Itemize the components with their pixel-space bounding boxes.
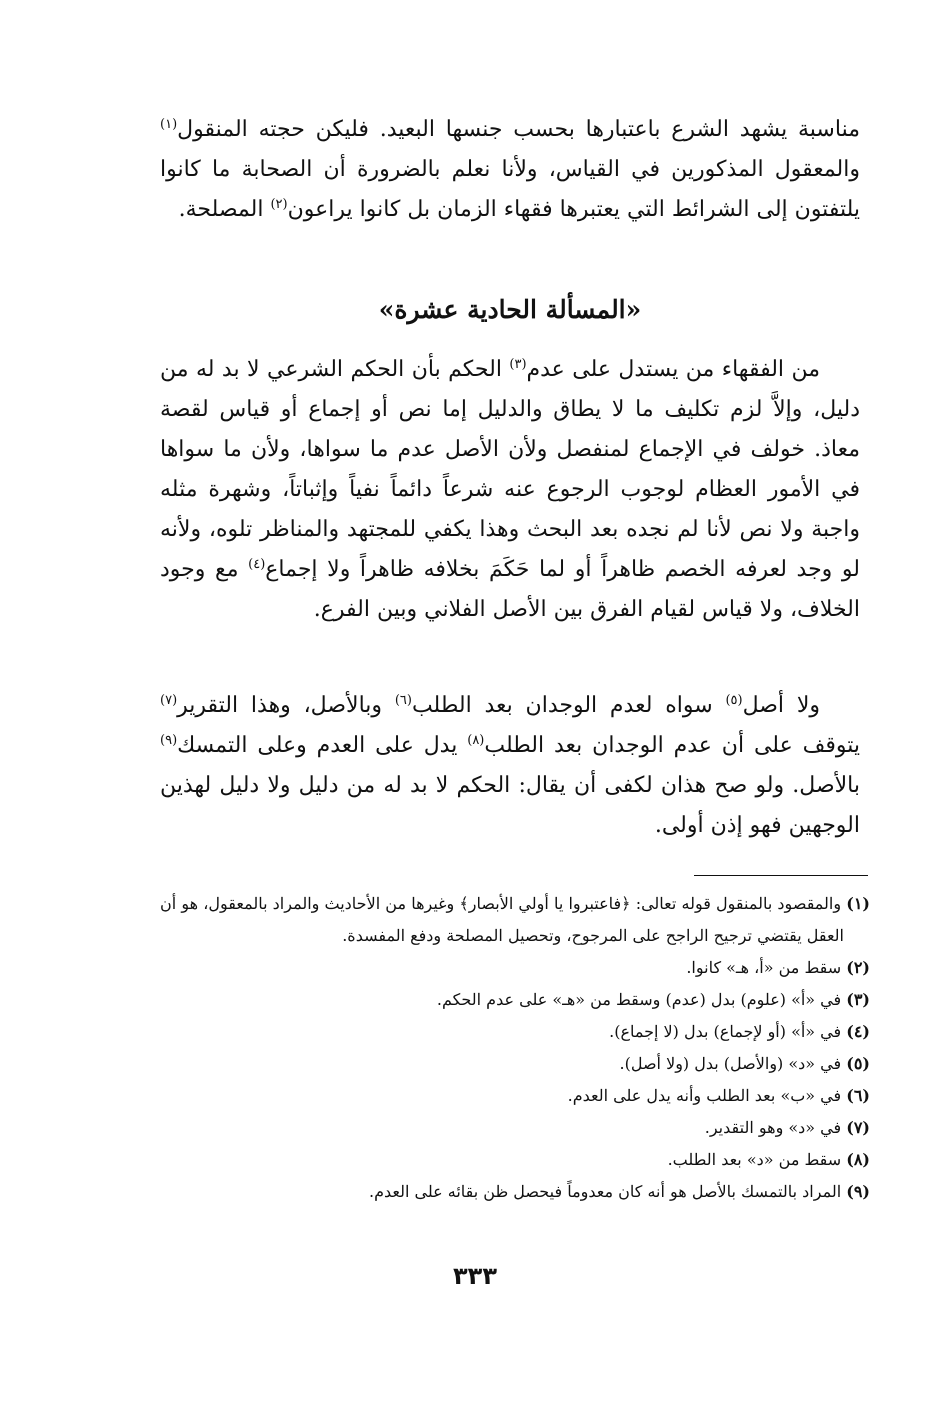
intro-text: مناسبة يشهد الشرع باعتبارها بحسب جنسها البعيد. فليكن حجته المنقول — [177, 117, 860, 142]
body-text: يتوقف على أن عدم الوجدان بعد الطلب — [484, 733, 860, 758]
footnote-ref: (٤) — [248, 557, 266, 572]
footnote-ref: (٣) — [509, 357, 527, 372]
intro-text: والمعقول المذكورين في القياس، ولأنا نعلم بالضرورة أن الصحابة ما كانوا يلتفتون إلى الشرائط التي يعتبرها فقهاء الزمان بل كانوا يراعون — [160, 157, 860, 222]
footnote-number: (١) — [846, 894, 870, 913]
footnote-number: (٣) — [846, 990, 870, 1009]
footnote-number: (٩) — [846, 1182, 870, 1201]
body-text: الحكم بأن الحكم الشرعي لا بد له من دليل، وإلاَّ لزم تكليف ما لا يطاق والدليل إما نص أو إجماع أو قياس لقصة معاذ. خولف في الإجماع لمنفصل ولأن الأصل عدم ما سواها، ولأن ما سواها في الأمور العظام لوجوب الرجوع عنه شرعاً دائماً نفياً وإثباتاً، وشهرة مثله واجبة ولا نص لأنا لم نجده بعد البحث وهذا يكفي للمجتهد والمناظر تلوه، ولأنه لو وجد لعرفه الخصم ظاهراً أو لما حَكَمَ بخلافه ظاهراً ولا إجماع — [160, 357, 860, 582]
footnote-number: (٨) — [846, 1150, 870, 1169]
footnote-number: (٥) — [846, 1054, 870, 1073]
body-text: مع وجود الخلاف، ولا قياس لقيام الفرق بين الأصل الفلاني وبين الفرع. — [160, 557, 860, 622]
footnote-item — [160, 1016, 870, 1048]
footnote-item — [160, 952, 870, 984]
footnote-text: المراد بالتمسك بالأصل هو أنه كان معدوماً فيحصل ظن بقائه على العدم. — [368, 1182, 842, 1201]
footnote-text: والمقصود بالمنقول قوله تعالى: ﴿فاعتبروا يا أولي الأبصار﴾ وغيرها من الأحاديث والمراد بالمعقول، هو أن العقل يقتضي ترجيح الراجح على المرجوح، وتحصيل المصلحة ودفع المفسدة. — [160, 894, 844, 945]
body-text: يدل على العدم وعلى التمسك — [177, 733, 468, 758]
footnote-ref: (٦) — [394, 693, 412, 708]
footnote-number: (٧) — [846, 1118, 870, 1137]
footnote-text: في «ب» بعد الطلب وأنه يدل على العدم. — [567, 1086, 842, 1105]
footnote-text: في «د» وهو التقدير. — [704, 1118, 842, 1137]
footnote-number: (٦) — [846, 1086, 870, 1105]
footnote-text: سقط من «د» بعد الطلب. — [667, 1150, 842, 1169]
body-text: سواه لعدم الوجدان بعد الطلب — [411, 693, 726, 718]
footnote-separator — [694, 875, 868, 876]
footnote-text: سقط من «أ، هـ» كانوا. — [686, 958, 842, 977]
footnote-item — [160, 1176, 870, 1208]
footnote-ref: (٧) — [160, 693, 178, 708]
intro-paragraph — [160, 110, 860, 230]
footnote-text: في «أ» (أو لإجماع) بدل (لا إجماع). — [609, 1022, 842, 1041]
footnote-text: في «أ» (علوم) بدل (عدم) وسقط من «هـ» على عدم الحكم. — [436, 990, 842, 1009]
footnote-text: في «د» (والأصل) بدل (ولا أصل). — [619, 1054, 842, 1073]
page-number: ٣٣٣ — [453, 1262, 497, 1290]
footnote-item — [160, 888, 870, 952]
footnote-item — [160, 1112, 870, 1144]
body-text: ولا أصل — [742, 693, 820, 718]
footnote-ref: (١) — [160, 117, 178, 132]
footnote-ref: (٥) — [725, 693, 743, 708]
footnote-item — [160, 984, 870, 1016]
body-text: بالأصل. ولو صح هذان لكفى أن يقال: الحكم لا بد له من دليل ولا دليل لهذين الوجهين فهو إذن أولى. — [160, 773, 860, 838]
footnote-item — [160, 1080, 870, 1112]
footnote-number: (٤) — [846, 1022, 870, 1041]
body-paragraph-2 — [160, 686, 860, 846]
intro-text: المصلحة. — [178, 197, 271, 222]
body-text: من الفقهاء من يستدل على عدم — [526, 357, 820, 382]
footnote-item — [160, 1144, 870, 1176]
section-heading: «المسألة الحادية عشرة» — [378, 295, 642, 324]
footnote-ref: (٨) — [467, 733, 485, 748]
footnotes — [160, 888, 870, 1208]
footnote-number: (٢) — [846, 958, 870, 977]
footnote-ref: (٩) — [160, 733, 178, 748]
body-text: وبالأصل، وهذا التقرير — [177, 693, 395, 718]
footnote-ref: (٢) — [270, 197, 288, 212]
body-paragraph-1 — [160, 350, 860, 630]
footnote-item — [160, 1048, 870, 1080]
